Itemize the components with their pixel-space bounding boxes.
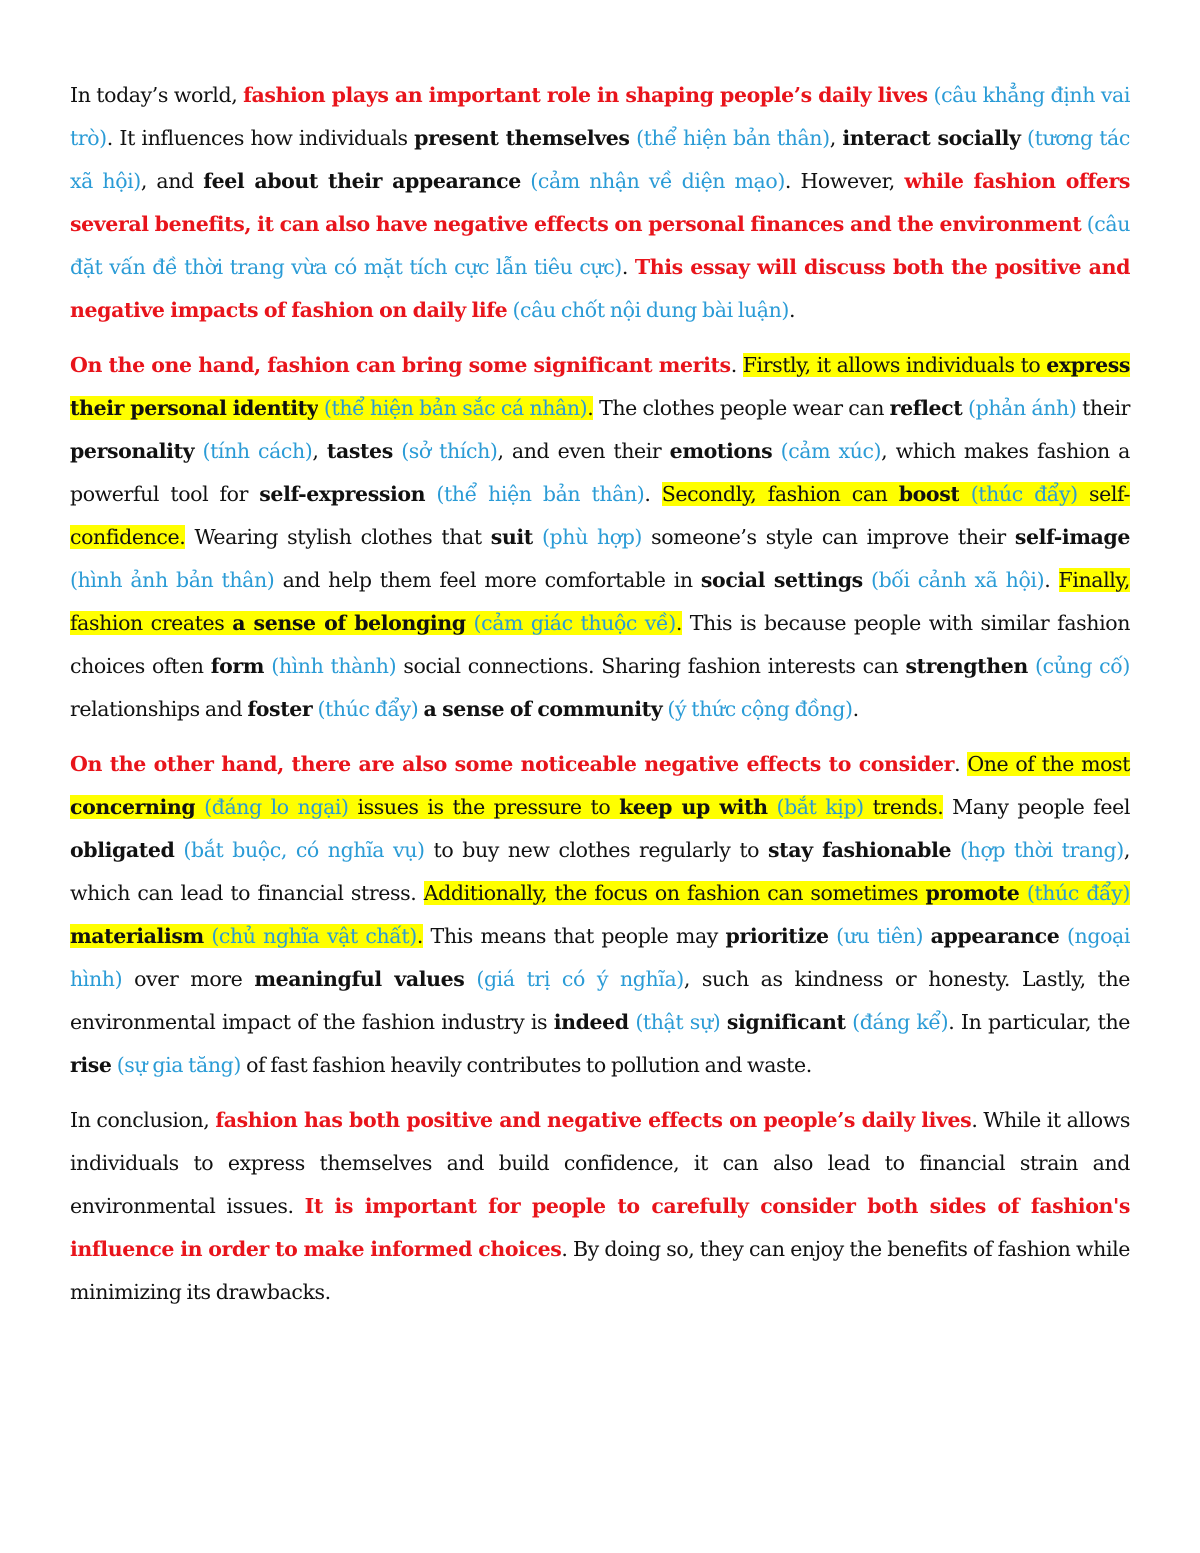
- text-segment: . It influences how individuals: [106, 126, 415, 150]
- highlighted-bold-term: boost: [898, 482, 960, 506]
- vietnamese-gloss: (câu chốt nội dung bài luận): [512, 298, 790, 322]
- vietnamese-gloss: (phản ánh): [968, 396, 1077, 420]
- text-segment: [533, 525, 542, 549]
- key-sentence: fashion has both positive and negative effects on people’s daily lives: [215, 1108, 972, 1132]
- highlighted-text-segment: Finally, fashion creates: [70, 568, 1131, 635]
- highlighted-bold-term: concerning: [70, 795, 196, 819]
- text-segment: , which makes fashion a powerful tool for: [70, 439, 1130, 506]
- highlighted-bold-term: materialism: [70, 924, 204, 948]
- vietnamese-gloss: (ưu tiên): [836, 924, 924, 948]
- vietnamese-gloss: (ngoại hình): [70, 924, 1130, 991]
- highlighted-bold-term: express their personal identity: [70, 353, 1130, 420]
- text-segment: . However,: [784, 169, 905, 193]
- key-sentence: On the other hand, there are also some noticeable negative effects to consider: [70, 752, 955, 776]
- bold-term: rise: [70, 1053, 112, 1077]
- text-segment: relationships and: [70, 697, 248, 721]
- text-segment: .: [1044, 568, 1059, 592]
- negative-effects-paragraph: [70, 743, 1130, 1087]
- text-segment: The clothes people wear can: [593, 396, 890, 420]
- text-segment: .: [789, 298, 796, 322]
- text-segment: Many people feel: [943, 795, 1130, 819]
- text-segment: to buy new clothes regularly to: [424, 838, 769, 862]
- vietnamese-gloss: (câu đặt vấn đề thời trang vừa có mặt tích cực lẫn tiêu cực): [70, 212, 1130, 279]
- highlighted-text-segment: One of the most: [967, 752, 1131, 776]
- essay-document: [70, 74, 1130, 1326]
- highlighted-text-segment: issues is the pressure to: [348, 795, 620, 819]
- bold-term: strengthen: [905, 654, 1028, 678]
- vietnamese-gloss: (sở thích): [401, 439, 498, 463]
- text-segment: [1028, 654, 1035, 678]
- vietnamese-gloss: (đáng kể): [852, 1010, 949, 1034]
- text-segment: [951, 838, 960, 862]
- vietnamese-gloss: (phù hợp): [541, 525, 643, 549]
- text-segment: [521, 169, 530, 193]
- text-segment: In conclusion,: [70, 1108, 216, 1132]
- text-segment: .: [730, 353, 743, 377]
- highlighted-vietnamese-gloss: (chủ nghĩa vật chất): [211, 924, 417, 948]
- vietnamese-gloss: (thể hiện bản thân): [636, 126, 830, 150]
- vietnamese-gloss: (củng cố): [1035, 654, 1130, 678]
- vietnamese-gloss: (hình ảnh bản thân): [70, 568, 275, 592]
- text-segment: . While it allows individuals to express themselves and build confidence, it can also lead to financial strain and environmental issues.: [70, 1108, 1130, 1218]
- text-segment: their: [1076, 396, 1131, 420]
- highlighted-bold-term: promote: [925, 881, 1020, 905]
- highlighted-text-segment: Secondly, fashion can: [661, 482, 899, 506]
- vietnamese-gloss: (thật sự): [635, 1010, 721, 1034]
- text-segment: .: [621, 255, 635, 279]
- text-segment: Wearing stylish clothes that: [185, 525, 491, 549]
- text-segment: .: [644, 482, 662, 506]
- key-sentence: This essay will discuss both the positive and negative impacts of fashion on daily life: [70, 255, 1131, 322]
- bold-term: form: [210, 654, 265, 678]
- bold-term: feel about their appearance: [203, 169, 521, 193]
- bold-term: foster: [247, 697, 313, 721]
- text-segment: ,: [312, 439, 327, 463]
- highlighted-vietnamese-gloss: (thúc đẩy): [970, 482, 1078, 506]
- highlighted-vietnamese-gloss: (đáng lo ngại): [204, 795, 349, 819]
- vietnamese-gloss: (hợp thời trang): [960, 838, 1124, 862]
- bold-term: meaningful values: [254, 967, 465, 991]
- highlighted-vietnamese-gloss: (cảm giác thuộc về): [473, 611, 676, 635]
- positive-effects-paragraph: [70, 344, 1130, 731]
- vietnamese-gloss: (ý thức cộng đồng): [667, 697, 853, 721]
- text-segment: someone’s style can improve their: [642, 525, 1015, 549]
- bold-term: social settings: [700, 568, 863, 592]
- key-sentence: It is important for people to carefully consider both sides of fashion's influence in order to make informed choices: [70, 1194, 1130, 1261]
- vietnamese-gloss: (câu khẳng định vai trò): [70, 83, 1130, 150]
- text-segment: [393, 439, 401, 463]
- text-segment: In today’s world,: [70, 83, 244, 107]
- bold-term: reflect: [889, 396, 963, 420]
- text-segment: .: [954, 752, 968, 776]
- conclusion-paragraph: [70, 1099, 1130, 1314]
- bold-term: obligated: [70, 838, 175, 862]
- highlighted-text-segment: trends.: [863, 795, 944, 819]
- text-segment: [1059, 924, 1067, 948]
- vietnamese-gloss: (thúc đẩy): [317, 697, 419, 721]
- bold-term: tastes: [326, 439, 393, 463]
- text-segment: , and even their: [497, 439, 670, 463]
- highlighted-text-segment: self-confidence.: [70, 482, 1131, 549]
- vietnamese-gloss: (hình thành): [271, 654, 397, 678]
- text-segment: , such as kindness or honesty. Lastly, the environmental impact of the fashion industry is: [70, 967, 1130, 1034]
- text-segment: [923, 924, 931, 948]
- text-segment: This means that people may: [423, 924, 726, 948]
- bold-term: interact socially: [842, 126, 1021, 150]
- vietnamese-gloss: (thể hiện bản thân): [436, 482, 645, 506]
- text-segment: . In particular, the: [948, 1010, 1131, 1034]
- key-sentence: while fashion offers several benefits, it can also have negative effects on personal finances and the environment: [70, 169, 1130, 236]
- vietnamese-gloss: (tương tác xã hội): [70, 126, 1130, 193]
- bold-term: a sense of community: [423, 697, 663, 721]
- text-segment: [464, 967, 476, 991]
- intro-paragraph: [70, 74, 1130, 332]
- bold-term: emotions: [669, 439, 773, 463]
- bold-term: self-image: [1014, 525, 1130, 549]
- text-segment: [863, 568, 871, 592]
- bold-term: prioritize: [725, 924, 829, 948]
- highlighted-text-segment: [959, 482, 970, 506]
- highlighted-text-segment: [1019, 881, 1026, 905]
- highlighted-text-segment: .: [675, 611, 682, 635]
- bold-term: appearance: [930, 924, 1060, 948]
- highlighted-text-segment: Additionally, the focus on fashion can sometimes: [423, 881, 926, 905]
- bold-term: self-expression: [259, 482, 426, 506]
- text-segment: ,: [829, 126, 843, 150]
- vietnamese-gloss: (bắt buộc, có nghĩa vụ): [183, 838, 425, 862]
- bold-term: indeed: [553, 1010, 629, 1034]
- key-sentence: fashion plays an important role in shaping people’s daily lives: [243, 83, 928, 107]
- text-segment: [720, 1010, 727, 1034]
- text-segment: , which can lead to financial stress.: [70, 838, 1130, 905]
- highlighted-bold-term: keep up with: [619, 795, 768, 819]
- key-sentence: On the one hand, fashion can bring some significant merits: [70, 353, 731, 377]
- vietnamese-gloss: (tính cách): [202, 439, 313, 463]
- bold-term: suit: [490, 525, 533, 549]
- text-segment: social connections. Sharing fashion interests can: [396, 654, 906, 678]
- text-segment: .: [852, 697, 859, 721]
- highlighted-text-segment: .: [587, 396, 594, 420]
- text-segment: of fast fashion heavily contributes to pollution and waste.: [240, 1053, 812, 1077]
- vietnamese-gloss: (cảm nhận về diện mạo): [530, 169, 785, 193]
- text-segment: [772, 439, 780, 463]
- text-segment: This is because people with similar fashion choices often: [70, 611, 1130, 678]
- vietnamese-gloss: (cảm xúc): [780, 439, 882, 463]
- highlighted-text-segment: [195, 795, 204, 819]
- text-segment: and help them feel more comfortable in: [274, 568, 701, 592]
- highlighted-text-segment: Firstly, it allows individuals to: [742, 353, 1047, 377]
- vietnamese-gloss: (sự gia tăng): [116, 1053, 241, 1077]
- text-segment: . By doing so, they can enjoy the benefits of fashion while minimizing its drawbacks.: [70, 1237, 1130, 1304]
- highlighted-vietnamese-gloss: (bắt kịp): [776, 795, 864, 819]
- highlighted-bold-term: a sense of belonging: [232, 611, 466, 635]
- highlighted-vietnamese-gloss: (thúc đẩy): [1026, 881, 1130, 905]
- bold-term: stay fashionable: [768, 838, 952, 862]
- bold-term: significant: [726, 1010, 846, 1034]
- highlighted-text-segment: .: [416, 924, 423, 948]
- text-segment: over more: [122, 967, 255, 991]
- text-segment: [425, 482, 436, 506]
- bold-term: present themselves: [414, 126, 630, 150]
- vietnamese-gloss: (bối cảnh xã hội): [870, 568, 1045, 592]
- highlighted-vietnamese-gloss: (thể hiện bản sắc cá nhân): [323, 396, 588, 420]
- bold-term: personality: [70, 439, 195, 463]
- vietnamese-gloss: (giá trị có ý nghĩa): [476, 967, 684, 991]
- highlighted-text-segment: [466, 611, 474, 635]
- text-segment: , and: [140, 169, 204, 193]
